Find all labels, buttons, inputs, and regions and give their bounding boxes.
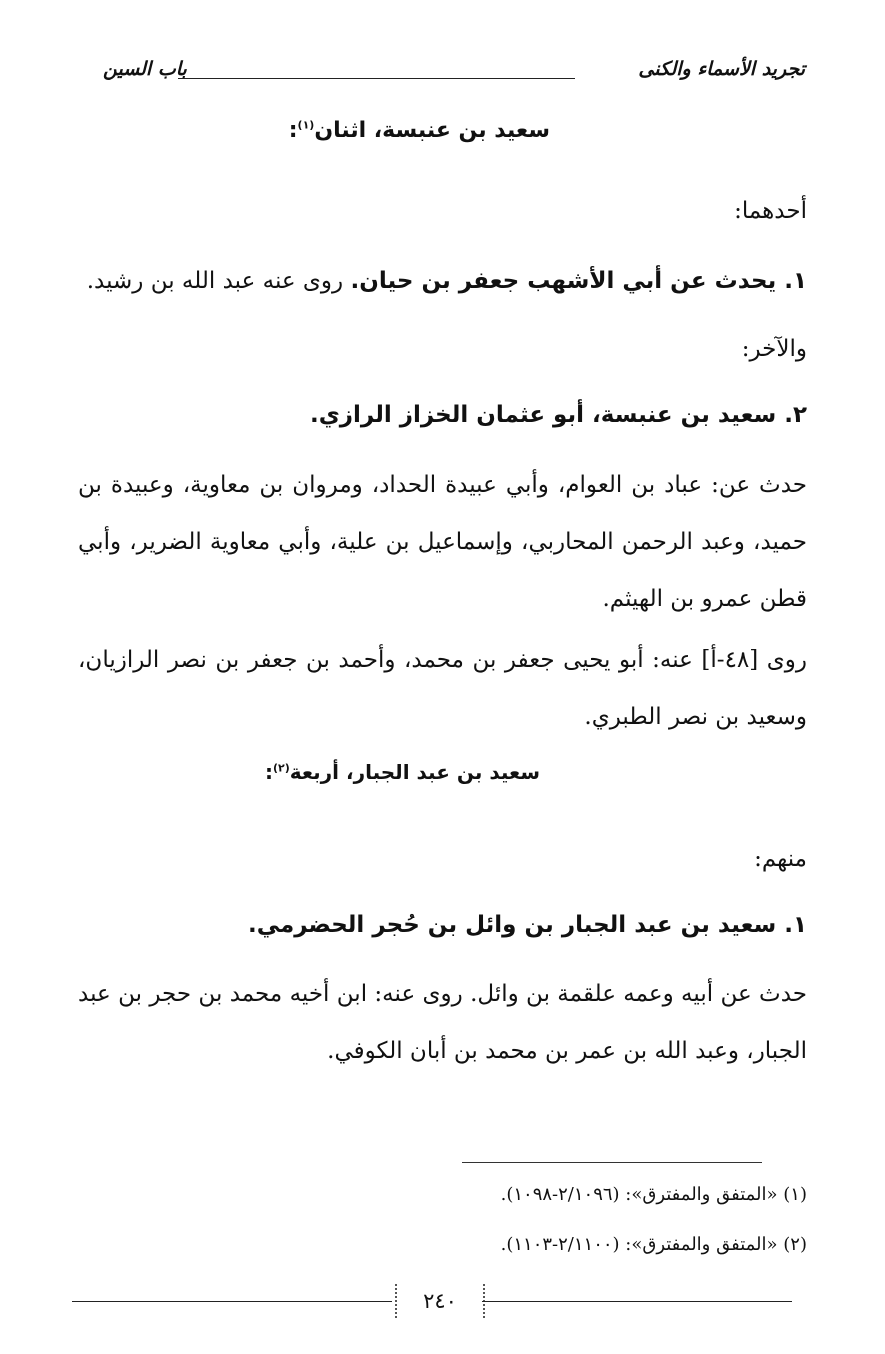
footnote-rule — [462, 1162, 762, 1163]
footnote-ref-2[interactable]: (٢) — [272, 761, 290, 775]
item-2-title: ٢. سعيد بن عنبسة، أبو عثمان الخزاز الرازي. — [309, 402, 807, 428]
narrators-paragraph: حدث عن: عباد بن العوام، وأبي عبيدة الحداد، ومروان بن معاوية، وعبيدة بن حميد، وعبد الرحمن المحاربي، وإسماعيل بن علية، وأبي معاوية الضرير، وأبي قطن عمرو بن الهيثم. — [78, 472, 807, 612]
footnote-ref-1[interactable]: (١) — [297, 118, 315, 132]
footer-rule-left — [72, 1301, 392, 1302]
item-1-text: روى عنه عبد الله بن رشيد. — [86, 268, 344, 294]
entry-2-item-1-title: ١. سعيد بن عبد الجبار بن وائل بن حُجر الحضرمي. — [248, 912, 807, 938]
footnote-1: (١) «المتفق والمفترق»: (٢/١٠٩٦-١٠٩٨). — [500, 1184, 807, 1205]
entry-2-paragraph: حدث عن أبيه وعمه علقمة بن وائل. روى عنه: ابن أخيه محمد بن حجر بن عبد الجبار، وعبد الله بن عمر بن محمد بن أبان الكوفي. — [78, 981, 807, 1064]
entry-heading-2 — [265, 760, 540, 784]
running-header-title: تجريد الأسماء والكنى — [638, 58, 805, 80]
header-rule — [178, 78, 575, 79]
entry-heading-1-colon: : — [288, 118, 298, 143]
entry-heading-2-text: سعيد بن عبد الجبار، أربعة — [289, 760, 540, 784]
item-1-title: ١. يحدث عن أبي الأشهب جعفر بن حيان. — [350, 268, 807, 294]
first-label: أحدهما: — [734, 198, 807, 224]
footnote-2: (٢) «المتفق والمفترق»: (٢/١١٠٠-١١٠٣). — [500, 1234, 807, 1255]
running-header-section: باب السين — [103, 58, 187, 80]
entry-heading-2-colon: : — [264, 760, 273, 784]
item-1 — [87, 268, 807, 294]
page-number: ٢٤٠ — [395, 1284, 485, 1318]
second-label: والآخر: — [741, 336, 807, 362]
footer-rule-right — [482, 1301, 792, 1302]
entry-heading-1-text: سعيد بن عنبسة، اثنان — [314, 118, 550, 143]
entry-2-label: منهم: — [754, 846, 807, 872]
entry-heading-1 — [289, 118, 550, 143]
students-paragraph: روى [٤٨-أ] عنه: أبو يحيى جعفر بن محمد، وأحمد بن جعفر بن نصر الرازيان، وسعيد بن نصر الطبري. — [78, 647, 807, 730]
